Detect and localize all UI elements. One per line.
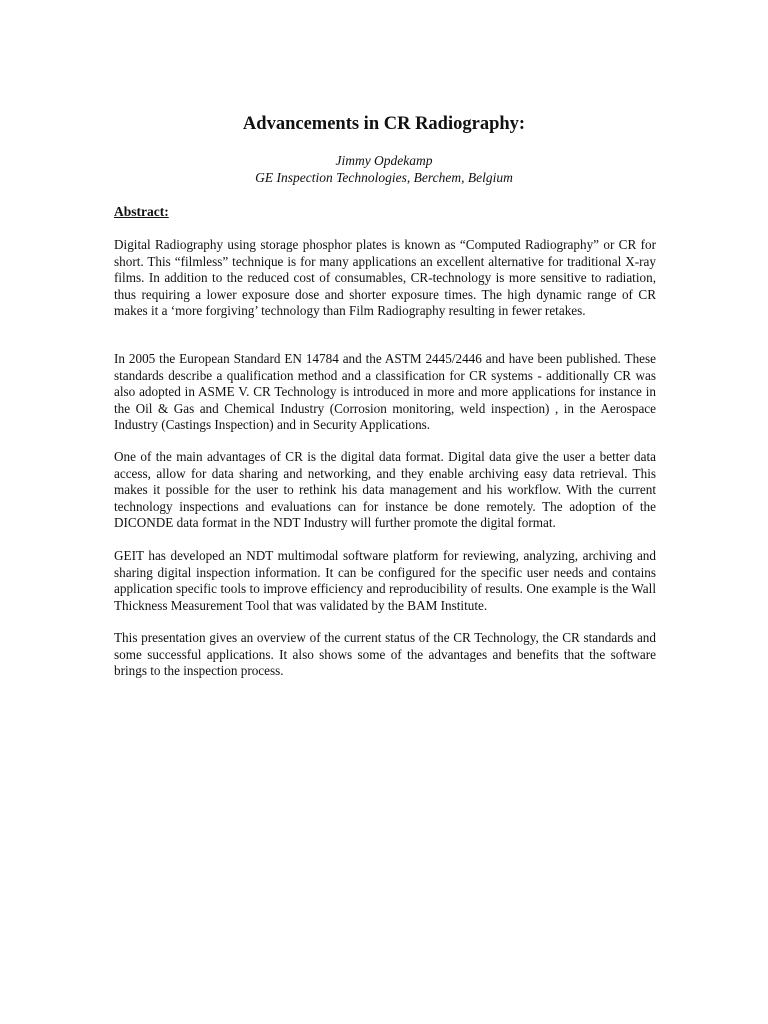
abstract-paragraph: GEIT has developed an NDT multimodal software platform for reviewing, analyzing, archiving and sharing digital inspection information. It can be configured for the specific user needs and contains application specific tools to improve efficiency and reproducibility of results. One example is the Wall Thickness Measurement Tool that was validated by the BAM Institute. [114, 548, 656, 613]
author-name: Jimmy Opdekamp [335, 153, 433, 168]
abstract-paragraph: Digital Radiography using storage phosphor plates is known as “Computed Radiography” or CR for short. This “filmless” technique is for many applications an excellent alternative for traditional X-ray films. In addition to the reduced cost of consumables, CR-technology is more sensitive to radiation, thus requiring a lower exposure dose and shorter exposure times. The high dynamic range of CR makes it a ‘more forgiving’ technology than Film Radiography resulting in fewer retakes. [114, 237, 656, 318]
abstract-paragraph: In 2005 the European Standard EN 14784 and the ASTM 2445/2446 and have been published. These standards describe a qualification method and a classification for CR systems - additionally CR was also adopted in ASME V. CR Technology is introduced in more and more applications for instance in the Oil & Gas and Chemical Industry (Corrosion monitoring, weld inspection) , in the Aerospace Industry (Castings Inspection) and in Security Applications. [114, 351, 656, 432]
abstract-paragraph: One of the main advantages of CR is the digital data format. Digital data give the user a better data access, allow for data sharing and networking, and they enable archiving easy data retrieval. This makes it possible for the user to rethink his data management and his workflow. With the current technology inspections and evaluations can for instance be done remotely. The adoption of the DICONDE data format in the NDT Industry will further promote the digital format. [114, 449, 656, 530]
abstract-heading: Abstract: [114, 204, 169, 219]
author-block [0, 152, 768, 186]
abstract-paragraph: This presentation gives an overview of the current status of the CR Technology, the CR standards and some successful applications. It also shows some of the advantages and benefits that the software brings to the inspection process. [114, 630, 656, 678]
document-title: Advancements in CR Radiography: [242, 114, 526, 134]
author-affiliation: GE Inspection Technologies, Berchem, Belgium [255, 170, 513, 185]
